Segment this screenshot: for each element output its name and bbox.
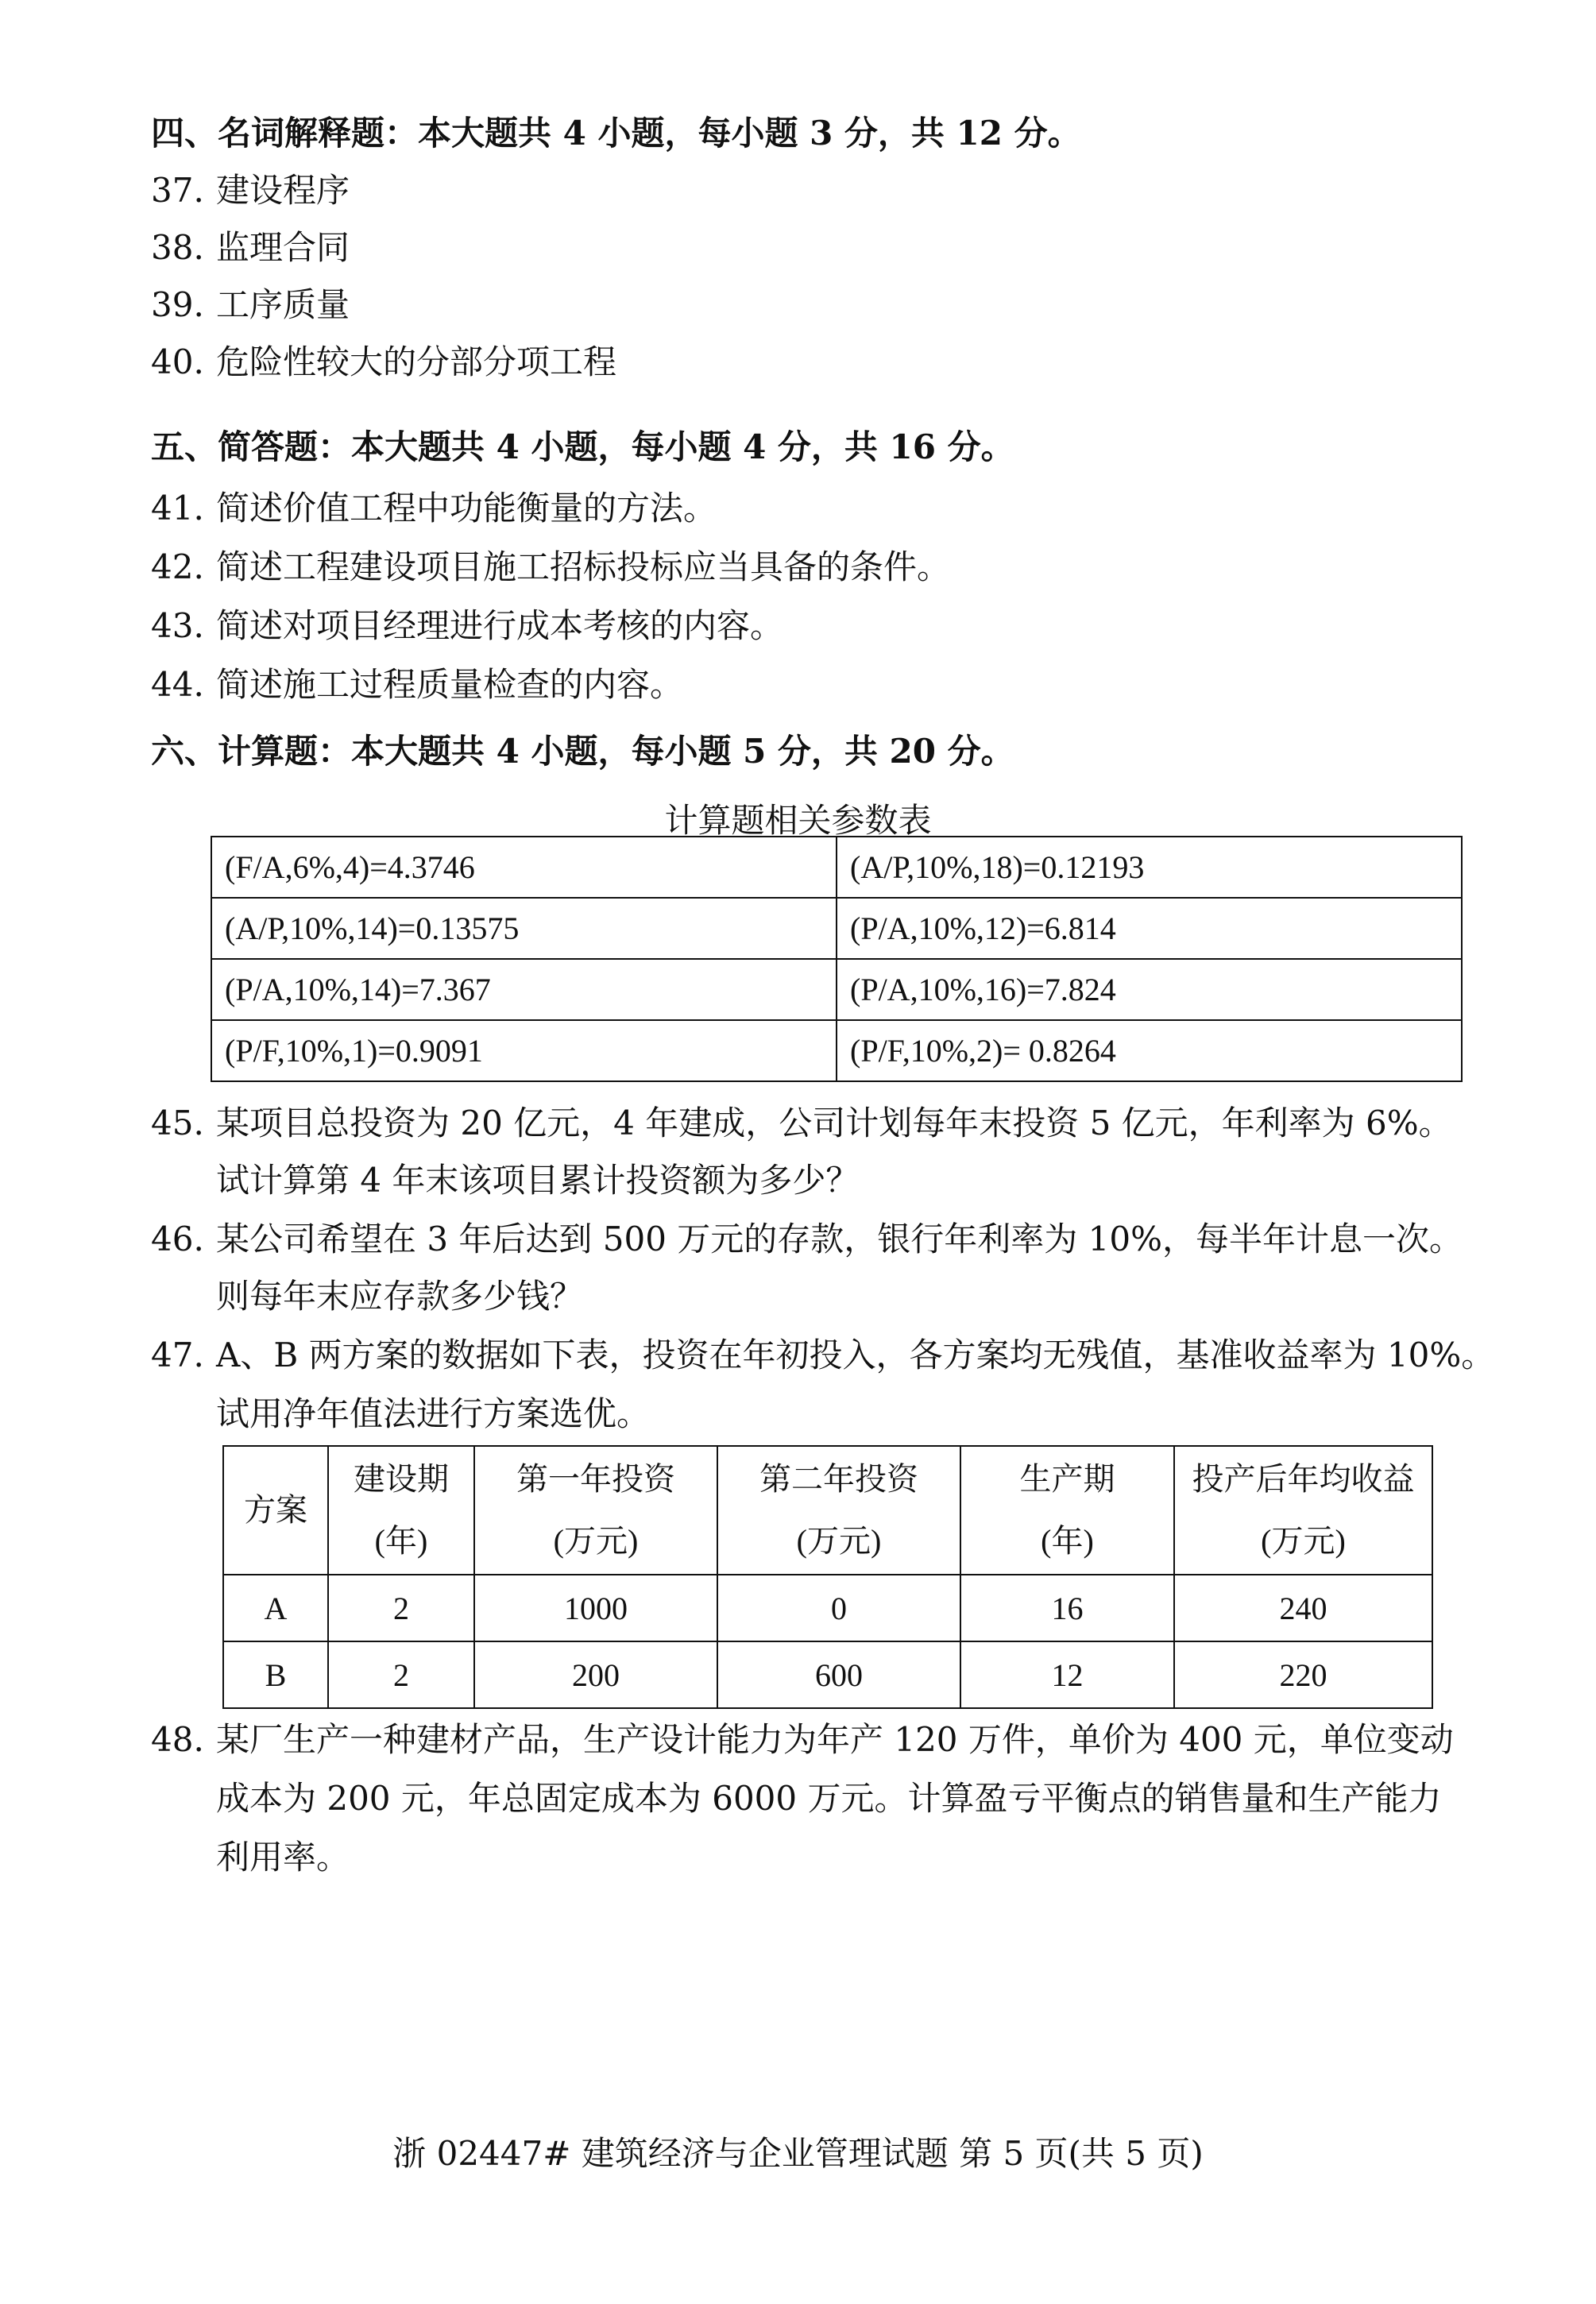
table-header-row: [223, 1446, 1432, 1575]
question-48-cont: 利用率。: [216, 1838, 350, 1877]
table-cell: 220: [1174, 1641, 1432, 1708]
header-text: 第二年投资: [759, 1461, 918, 1497]
item-number: 37.: [151, 171, 204, 210]
table-cell: A: [223, 1575, 328, 1641]
header-cell: [960, 1446, 1174, 1575]
table-cell: 600: [717, 1641, 960, 1708]
item-number: 42.: [151, 547, 204, 586]
item-number: 39.: [151, 285, 204, 324]
header-unit: (年): [1041, 1523, 1094, 1559]
table-cell: B: [223, 1641, 328, 1708]
section6-heading: 六、计算题：本大题共 4 小题，每小题 5 分，共 20 分。: [151, 732, 1014, 771]
question-46: [151, 1217, 1463, 1262]
item-text: 危险性较大的分部分项工程: [216, 342, 617, 381]
list-item: [151, 283, 350, 327]
header-cell: [1174, 1446, 1432, 1575]
list-item: [151, 604, 783, 648]
list-item: [151, 168, 350, 213]
item-number: 45.: [151, 1104, 204, 1142]
table-cell: (P/F,10%,2)= 0.8264: [837, 1020, 1462, 1081]
table-cell: 200: [474, 1641, 717, 1708]
header-unit: (万元): [1261, 1523, 1346, 1559]
section5-heading: 五、简答题：本大题共 4 小题，每小题 4 分，共 16 分。: [151, 427, 1014, 466]
table-row: [211, 1020, 1462, 1081]
table-cell: 12: [960, 1641, 1174, 1708]
header-cell: [474, 1446, 717, 1575]
item-text: 简述对项目经理进行成本考核的内容。: [216, 606, 784, 645]
header-text: 建设期: [354, 1461, 449, 1497]
item-number: 40.: [151, 342, 204, 381]
question-47-cont: 试用净年值法进行方案选优。: [216, 1394, 651, 1433]
list-item: [151, 486, 717, 531]
question-text: A、B 两方案的数据如下表，投资在年初投入，各方案均无残值，基准收益率为 10%。: [216, 1336, 1495, 1374]
table-row: [211, 898, 1462, 959]
table-cell: (F/A,6%,4)=4.3746: [211, 837, 837, 898]
header-text: 投产后年均收益: [1192, 1461, 1415, 1497]
table-cell: (P/A,10%,16)=7.824: [837, 959, 1462, 1020]
list-item: [151, 340, 616, 385]
table-row: [211, 837, 1462, 898]
header-text: 方案: [244, 1492, 307, 1528]
table-row: [223, 1641, 1432, 1708]
question-48-cont: 成本为 200 元，年总固定成本为 6000 万元。计算盈亏平衡点的销售量和生产能力: [216, 1779, 1442, 1818]
table-cell: 1000: [474, 1575, 717, 1641]
question-47: [151, 1333, 1494, 1378]
question-46-cont: 则每年末应存款多少钱？: [216, 1277, 584, 1316]
table-cell: (A/P,10%,18)=0.12193: [837, 837, 1462, 898]
plan-table: [222, 1445, 1433, 1709]
header-cell: [717, 1446, 960, 1575]
table-row: [223, 1575, 1432, 1641]
header-text: 第一年投资: [516, 1461, 675, 1497]
item-text: 简述价值工程中功能衡量的方法。: [216, 489, 717, 528]
question-text: 某公司希望在 3 年后达到 500 万元的存款，银行年利率为 10%，每半年计息一次。: [216, 1220, 1463, 1258]
question-48: [151, 1718, 1454, 1762]
item-text: 建设程序: [216, 171, 350, 210]
table-cell: (P/F,10%,1)=0.9091: [211, 1020, 837, 1081]
table-cell: 16: [960, 1575, 1174, 1641]
page-footer: 浙 02447# 建筑经济与企业管理试题 第 5 页(共 5 页): [392, 2134, 1204, 2173]
list-item: [151, 545, 950, 590]
item-text: 监理合同: [216, 228, 350, 267]
item-text: 工序质量: [216, 285, 350, 324]
item-number: 43.: [151, 606, 204, 645]
list-item: [151, 226, 350, 270]
table-cell: 2: [328, 1575, 474, 1641]
table-cell: 0: [717, 1575, 960, 1641]
param-table-title: 计算题相关参数表: [664, 801, 932, 840]
header-text: 生产期: [1019, 1461, 1115, 1497]
table-cell: 240: [1174, 1575, 1432, 1641]
table-cell: 2: [328, 1641, 474, 1708]
question-45: [151, 1101, 1452, 1146]
section4-heading: 四、名词解释题：本大题共 4 小题，每小题 3 分，共 12 分。: [151, 114, 1081, 153]
param-table: [211, 836, 1463, 1082]
table-cell: (P/A,10%,12)=6.814: [837, 898, 1462, 959]
item-number: 41.: [151, 489, 204, 528]
header-unit: (万元): [553, 1523, 639, 1559]
item-text: 简述施工过程质量检查的内容。: [216, 665, 684, 704]
item-number: 38.: [151, 228, 204, 267]
item-number: 47.: [151, 1336, 204, 1374]
header-cell: [328, 1446, 474, 1575]
header-cell: [223, 1446, 328, 1575]
question-45-cont: 试计算第 4 年末该项目累计投资额为多少？: [216, 1161, 860, 1200]
table-row: [211, 959, 1462, 1020]
item-text: 简述工程建设项目施工招标投标应当具备的条件。: [216, 547, 951, 586]
header-unit: (年): [374, 1523, 428, 1559]
table-cell: (A/P,10%,14)=0.13575: [211, 898, 837, 959]
question-text: 某项目总投资为 20 亿元，4 年建成，公司计划每年末投资 5 亿元，年利率为 6%。: [216, 1104, 1452, 1142]
header-unit: (万元): [796, 1523, 882, 1559]
item-number: 44.: [151, 665, 204, 704]
item-number: 46.: [151, 1220, 204, 1258]
item-number: 48.: [151, 1720, 204, 1759]
question-text: 某厂生产一种建材产品，生产设计能力为年产 120 万件，单价为 400 元，单位变动: [216, 1720, 1454, 1759]
list-item: [151, 663, 683, 707]
table-cell: (P/A,10%,14)=7.367: [211, 959, 837, 1020]
